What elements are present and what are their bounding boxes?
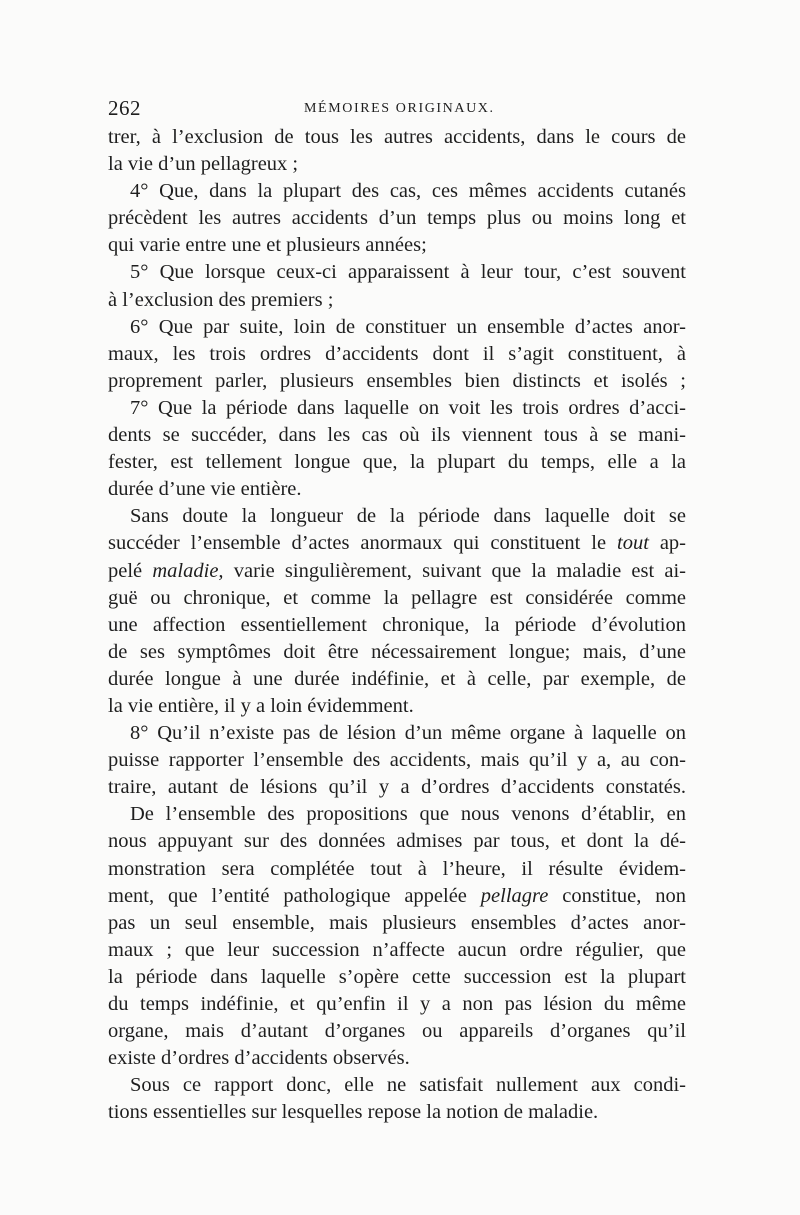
text-line: de ses symptômes doit être nécessairement longue; mais, d’une bbox=[108, 640, 686, 663]
text-fragment: succéder l’ensemble d’actes anormaux qui constituent le bbox=[108, 532, 607, 555]
text-line: 4° Que, dans la plupart des cas, ces mêmes accidents cutanés bbox=[130, 180, 686, 203]
text-line bbox=[108, 530, 686, 557]
text-line: monstration sera complétée tout à l’heure, il résulte évidem- bbox=[108, 857, 686, 880]
page-header bbox=[108, 96, 688, 126]
text-line: durée longue à une durée indéfinie, et à celle, par exemple, de bbox=[108, 667, 686, 690]
text-line: Sans doute la longueur de la période dans laquelle doit se bbox=[130, 505, 686, 528]
text-line: une affection essentiellement chronique, la période d’évolution bbox=[108, 613, 686, 636]
text-fragment: varie singulièrement, suivant que la maladie est ai- bbox=[223, 559, 687, 582]
text-fragment: constitue, non bbox=[548, 884, 687, 907]
text-line: durée d’une vie entière. bbox=[108, 478, 302, 501]
text-line: organe, mais d’autant d’organes ou appareils d’organes qu’il bbox=[108, 1020, 686, 1043]
text-line: la vie d’un pellagreux ; bbox=[108, 153, 299, 176]
text-fragment: ment, que l’entité pathologique appelée bbox=[108, 884, 467, 907]
text-line: dents se succéder, dans les cas où ils viennent tous à se mani- bbox=[108, 424, 686, 447]
text-line: proprement parler, plusieurs ensembles bien distincts et isolés ; bbox=[108, 369, 686, 392]
running-head: MÉMOIRES ORIGINAUX. bbox=[304, 101, 495, 116]
italic-word: pellagre bbox=[480, 884, 549, 907]
italic-word: maladie, bbox=[152, 559, 224, 582]
text-line: maux ; que leur succession n’affecte aucun ordre régulier, que bbox=[108, 938, 686, 961]
text-line: 8° Qu’il n’existe pas de lésion d’un même organe à laquelle on bbox=[130, 722, 686, 745]
text-line: De l’ensemble des propositions que nous venons d’établir, en bbox=[130, 803, 686, 826]
text-line: puisse rapporter l’ensemble des accidents, mais qu’il y a, au con- bbox=[108, 749, 686, 772]
text-line: la période dans laquelle s’opère cette succession est la plupart bbox=[108, 965, 686, 988]
body-text bbox=[108, 124, 686, 1126]
text-fragment: ap- bbox=[648, 532, 686, 555]
text-line: Sous ce rapport donc, elle ne satisfait nullement aux condi- bbox=[130, 1074, 686, 1097]
text-fragment: pelé bbox=[108, 559, 143, 582]
text-line bbox=[108, 558, 686, 585]
text-line: du temps indéfinie, et qu’enfin il y a non pas lésion du même bbox=[108, 993, 686, 1015]
text-line: pas un seul ensemble, mais plusieurs ensembles d’actes anor- bbox=[108, 911, 686, 934]
text-line: 6° Que par suite, loin de constituer un ensemble d’actes anor- bbox=[130, 315, 686, 338]
text-line bbox=[108, 883, 686, 910]
text-line: la vie entière, il y a loin évidemment. bbox=[108, 694, 414, 717]
text-line: à l’exclusion des premiers ; bbox=[108, 288, 334, 311]
text-line: 5° Que lorsque ceux-ci apparaissent à leur tour, c’est souvent bbox=[130, 261, 686, 284]
text-line: guë ou chronique, et comme la pellagre est considérée comme bbox=[108, 586, 686, 609]
text-line: fester, est tellement longue que, la plupart du temps, elle a la bbox=[108, 451, 686, 474]
text-line: tions essentielles sur lesquelles repose la notion de maladie. bbox=[108, 1101, 599, 1124]
text-line: précèdent les autres accidents d’un temps plus ou moins long et bbox=[108, 207, 686, 230]
page-number: 262 bbox=[108, 96, 141, 120]
italic-word: tout bbox=[617, 532, 649, 555]
text-line: 7° Que la période dans laquelle on voit les trois ordres d’acci- bbox=[130, 396, 686, 419]
text-line: maux, les trois ordres d’accidents dont il s’agit constituent, à bbox=[108, 342, 686, 365]
text-line: nous appuyant sur des données admises par tous, et dont la dé- bbox=[108, 830, 686, 853]
text-line: traire, autant de lésions qu’il y a d’ordres d’accidents constatés. bbox=[108, 776, 686, 799]
text-line: trer, à l’exclusion de tous les autres accidents, dans le cours de bbox=[108, 126, 686, 148]
text-line: existe d’ordres d’accidents observés. bbox=[108, 1047, 410, 1070]
text-line: qui varie entre une et plusieurs années; bbox=[108, 234, 427, 257]
